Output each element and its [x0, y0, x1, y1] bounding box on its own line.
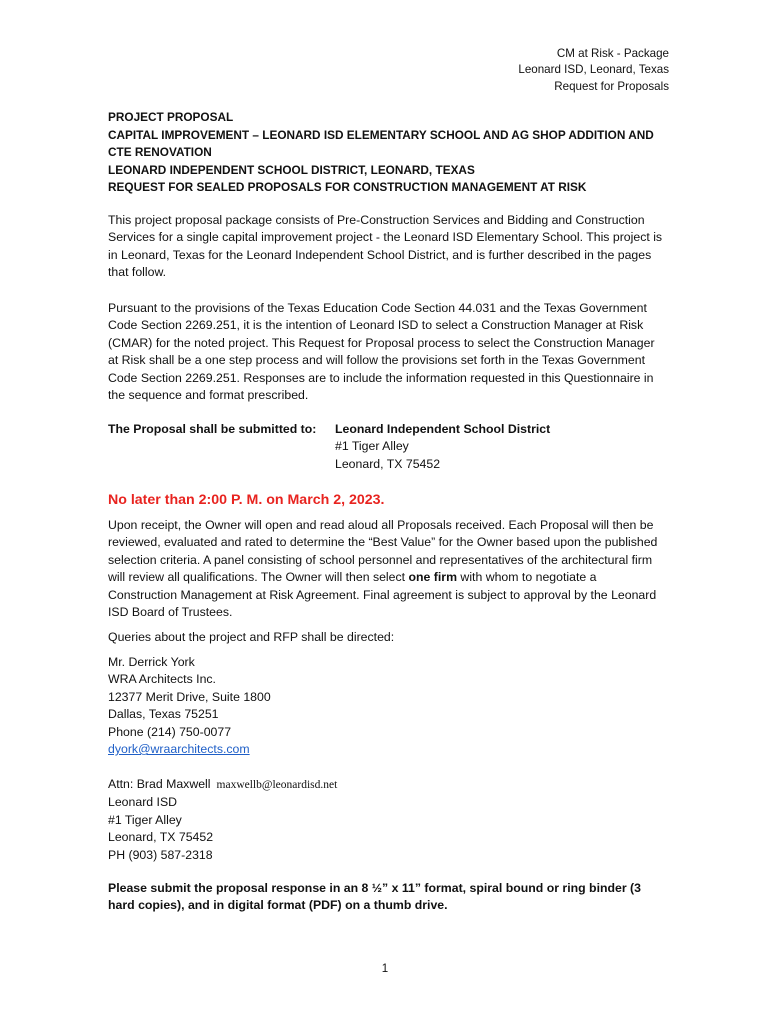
submission-city: Leonard, TX 75452	[335, 456, 441, 471]
title-line-project-proposal: PROJECT PROPOSAL	[108, 110, 234, 124]
header-line-location: Leonard ISD, Leonard, Texas	[518, 63, 669, 77]
title-line-district: LEONARD INDEPENDENT SCHOOL DISTRICT, LEONARD, TEXAS	[108, 162, 475, 177]
contact-street: 12377 Merit Drive, Suite 1800	[108, 689, 271, 704]
contact-phone: Phone (214) 750-0077	[108, 724, 232, 739]
header-line-package: CM at Risk - Package	[556, 47, 669, 60]
intro-paragraph: This project proposal package consists of Pre-Construction Services and Bidding and Construction Services for a single capital improvement project - the Leonard ISD Elementary School. This project is in Leonard, Texas for the Leonard Independent School District, and is further described in the pages that follow.	[108, 213, 663, 280]
page-number: 1	[381, 963, 389, 975]
title-line-request: REQUEST FOR SEALED PROPOSALS FOR CONSTRUCTION MANAGEMENT AT RISK	[108, 180, 587, 194]
running-header	[518, 46, 669, 95]
receipt-text-part2: with whom to negotiate a Construction Management at Risk Agreement. Final agreement is subject to approval by the Leonard ISD Board of Trustees.	[108, 570, 657, 620]
contact-city: Dallas, Texas 75251	[108, 707, 219, 722]
contact-name: Mr. Derrick York	[108, 655, 195, 669]
attn-city: Leonard, TX 75452	[108, 830, 214, 845]
contact-email-link[interactable]: dyork@wraarchitects.com	[108, 742, 250, 757]
architect-contact	[108, 654, 271, 758]
submission-street: #1 Tiger Alley	[335, 439, 409, 454]
document-title	[108, 109, 668, 197]
receipt-one-firm: one firm	[408, 570, 458, 585]
attn-street: #1 Tiger Alley	[108, 812, 182, 827]
attn-org: Leonard ISD	[108, 795, 178, 810]
submission-address	[335, 421, 550, 473]
title-line-capital-improvement: CAPITAL IMPROVEMENT – LEONARD ISD ELEMENTARY SCHOOL AND AG SHOP ADDITION AND CTE RENOVATION	[108, 127, 654, 159]
receipt-paragraph	[108, 517, 668, 621]
district-contact	[108, 776, 337, 864]
receipt-text-part1: Upon receipt, the Owner will open and read aloud all Proposals received. Each Proposal will then be reviewed, evaluated and rated to determine the “Best Value” for the Owner based upon the published selection criteria. A panel consisting of school personnel and representatives of the architectural firm will review all qualifications. The Owner will then select	[108, 518, 658, 585]
queries-line: Queries about the project and RFP shall be directed:	[108, 630, 395, 644]
contact-company: WRA Architects Inc.	[108, 672, 216, 687]
attn-phone: PH (903) 587-2318	[108, 847, 213, 862]
attn-email: maxwellb@leonardisd.net	[216, 779, 338, 791]
submission-org: Leonard Independent School District	[335, 422, 551, 436]
submission-format-note: Please submit the proposal response in an 8 ½” x 11” format, spiral bound or ring binder (3 hard copies), and in digital format (PDF) on a thumb drive.	[108, 881, 641, 913]
pursuant-paragraph: Pursuant to the provisions of the Texas Education Code Section 44.031 and the Texas Government Code Section 2269.251, it is the intention of Leonard ISD to select a Construction Manager at Risk (CMAR) for the noted project. This Request for Proposal process to select the Construction Manager at Risk shall be a one step process and will follow the provisions set forth in the Texas Government Code Section 2269.251. Responses are to include the information requested in this Questionnaire in the sequence and format prescribed.	[108, 301, 655, 403]
attn-label: Attn: Brad Maxwell	[108, 777, 211, 791]
submission-label: The Proposal shall be submitted to:	[108, 422, 317, 436]
deadline-notice: No later than 2:00 P. M. on March 2, 2023.	[108, 492, 385, 508]
header-line-rfp: Request for Proposals	[554, 79, 669, 93]
